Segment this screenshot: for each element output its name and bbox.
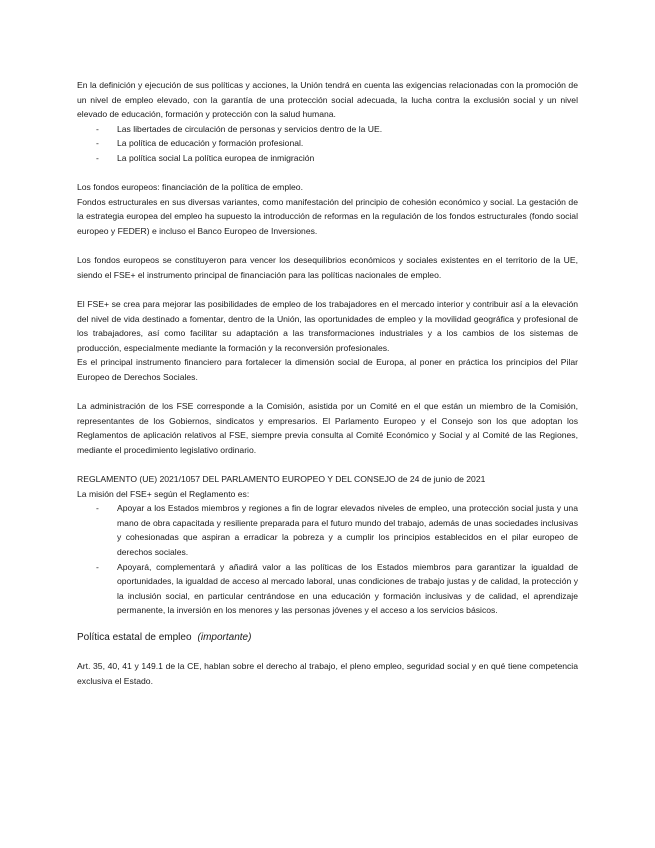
document-page [77, 78, 578, 688]
fse-paragraph-2: Es el principal instrumento financiero para fortalecer la dimensión social de Europa, al poner en práctica los principios del Pilar Europeo de Derechos Sociales. [77, 357, 578, 382]
list-item: - Apoyará, complementará y añadirá valor a las políticas de los Estados miembros para garantizar la igualdad de oportunidades, la igualdad de acceso al mercado laboral, unas condiciones de trabajo justas y de calidad, la protección y la inclusión social, en particular centrándose en una educación y formación inclusivas y de calidad, el aprendizaje permanente, la inversión en los menores y las personas jóvenes y el acceso a los servicios básicos. [77, 560, 578, 618]
admin-paragraph: La administración de los FSE corresponde a la Comisión, asistida por un Comité en el que están un miembro de la Comisión, representantes de los Gobiernos, sindicatos y empresarios. El Parlamento Europeo y el Consejo son los que adoptan los Reglamentos de aplicación relativos al FSE, siempre previa consulta al Comité Económico y Social y al Comité de las Regiones, mediante el procedimiento legislativo ordinario. [77, 401, 578, 455]
list-item: - Apoyar a los Estados miembros y regiones a fin de lograr elevados niveles de empleo, una protección social justa y una mano de obra capacitada y resiliente preparada para el futuro mundo del trabajo, además de unas sociedades inclusivas y cohesionadas que aspiran a erradicar la pobreza y a cumplir los principios establecidos en el pilar europeo de derechos sociales. [77, 501, 578, 559]
politica-paragraph: Art. 35, 40, 41 y 149.1 de la CE, hablan sobre el derecho al trabajo, el pleno empleo, seguridad social y en qué tiene competencia exclusiva el Estado. [77, 660, 578, 686]
fondos-paragraph-2: Los fondos europeos se constituyeron para vencer los desequilibrios económicos y sociales existentes en el territorio de la UE, siendo el FSE+ el instrumento principal de financiación para las políticas nacionales de empleo. [77, 255, 578, 280]
list-item: - Las libertades de circulación de personas y servicios dentro de la UE. [77, 122, 578, 137]
reglamento-title: REGLAMENTO (UE) 2021/1057 DEL PARLAMENTO EUROPEO Y DEL CONSEJO de 24 de junio de 2021 [77, 474, 486, 485]
politica-note: (importante) [197, 631, 252, 643]
fse-paragraph-1: El FSE+ se crea para mejorar las posibilidades de empleo de los trabajadores en el mercado interior y contribuir así a la elevación del nivel de vida destinado a fomentar, dentro de la Unión, las oportunidades de empleo y la movilidad geográfica y profesional de los trabajadores, así como facilitar su adaptación a las transformaciones industriales y a los cambios de los sistemas de producción, especialmente mediante la formación y la reconversión profesionales. [77, 298, 578, 353]
mision-list [77, 501, 578, 618]
politica-heading: Política estatal de empleo [77, 631, 192, 643]
mision-intro: La misión del FSE+ según el Reglamento es: [77, 488, 250, 499]
list-item: - La política social La política europea de inmigración [77, 151, 578, 166]
list-item: - La política de educación y formación profesional. [77, 136, 578, 151]
fondos-title: Los fondos europeos: financiación de la política de empleo. [77, 182, 303, 193]
section-heading [77, 630, 578, 646]
intro-paragraph: En la definición y ejecución de sus políticas y acciones, la Unión tendrá en cuenta las exigencias relacionadas con la promoción de un nivel de empleo elevado, con la garantía de una protección social adecuada, la lucha contra la exclusión social y un nivel elevado de educación, formación y protección con la salud humana. [77, 80, 578, 120]
fondos-paragraph-1: Fondos estructurales en sus diversas variantes, como manifestación del principio de cohesión económico y social. La gestación de la estrategia europea del empleo ha supuesto la introducción de reformas en la regulación de los fondos estructurales (fondo social europeo y FEDER) e incluso el Banco Europeo de Inversiones. [77, 196, 578, 236]
intro-list [77, 122, 578, 166]
